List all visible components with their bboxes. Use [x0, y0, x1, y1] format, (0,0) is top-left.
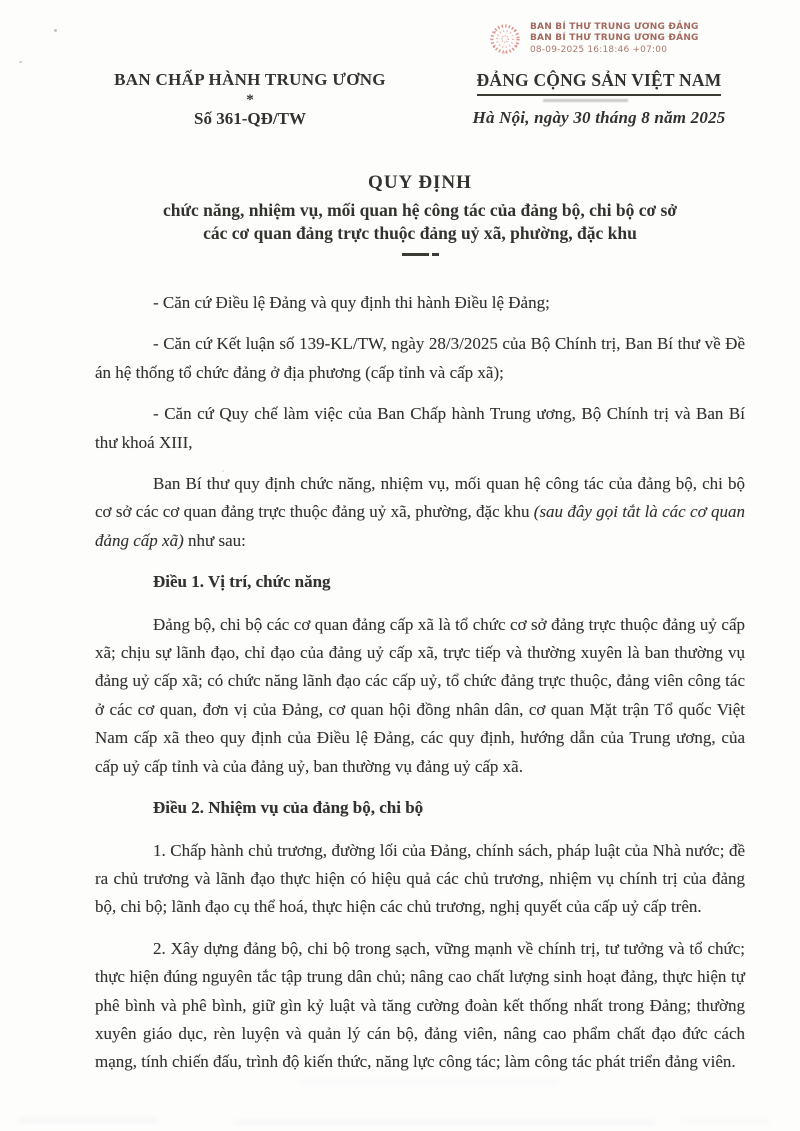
- digital-signature-stamp: [487, 20, 699, 58]
- document-body: [95, 172, 745, 1090]
- article-2-paragraph-1: 1. Chấp hành chủ trương, đường lối của Đảng, chính sách, pháp luật của Nhà nước; đề ra chủ trương và lãnh đạo thực hiện có hiệu quả các chủ trương, nhiệm vụ chính trị của đảng bộ, chi bộ; lãnh đạo cụ thể hoá, thực hiện các chủ trương, nghị quyết của cấp uỷ cấp trên.: [95, 840, 745, 917]
- document-subtitle-line1: chức năng, nhiệm vụ, mối quan hệ công tác của đảng bộ, chi bộ cơ sở: [162, 200, 678, 220]
- stamp-timestamp: 08-09-2025 16:18:46 +07:00: [530, 44, 668, 55]
- article-2-heading: Điều 2. Nhiệm vụ của đảng bộ, chi bộ: [153, 798, 424, 818]
- intro-text-italic: (sau đây gọi tắt là các cơ quan đảng cấp xã): [95, 502, 745, 550]
- title-divider: [95, 253, 745, 257]
- stamp-text-block: [530, 22, 699, 57]
- preamble-paragraph: - Căn cứ Điều lệ Đảng và quy định thi hành Điều lệ Đảng;: [153, 293, 550, 312]
- article-1-heading: Điều 1. Vị trí, chức năng: [153, 572, 331, 592]
- document-title: QUY ĐỊNH: [368, 172, 472, 193]
- separator-star: *: [246, 92, 254, 108]
- place-and-date: Hà Nội, ngày 30 tháng 8 năm 2025: [472, 108, 726, 127]
- issuing-body-block: [83, 70, 417, 129]
- party-name: ĐẢNG CỘNG SẢN VIỆT NAM: [477, 70, 722, 96]
- scan-bleedthrough: [680, 1119, 770, 1123]
- intro-text-2: như sau:: [183, 530, 246, 550]
- issuing-body-name: BAN CHẤP HÀNH TRUNG ƯƠNG: [114, 70, 386, 89]
- scan-speckle: [222, 470, 224, 472]
- scan-speckle: [54, 29, 57, 32]
- scan-bleedthrough: [300, 1080, 560, 1084]
- preamble-paragraph: - Căn cứ Quy chế làm việc của Ban Chấp hành Trung ương, Bộ Chính trị và Ban Bí thư khoá XIII,: [95, 404, 745, 452]
- article-2-paragraph-2: 2. Xây dựng đảng bộ, chi bộ trong sạch, vững mạnh về chính trị, tư tưởng và tổ chức; thực hiện đúng nguyên tắc tập trung dân chủ; nâng cao chất lượng sinh hoạt đảng, thực hiện tự phê bình và phê bình, giữ gìn kỷ luật và tăng cường đoàn kết thống nhất trong Đảng; thường xuyên giáo dục, rèn luyện và quản lý cán bộ, đảng viên, nâng cao phẩm chất đạo đức cách mạng, tính chiến đấu, trình độ kiến thức, năng lực công tác; làm công tác phát triển đảng viên.: [95, 938, 745, 1072]
- stamp-line-2: BAN BÍ THƯ TRUNG ƯƠNG ĐẢNG: [530, 33, 699, 44]
- article-1-paragraph: Đảng bộ, chi bộ các cơ quan đảng cấp xã là tổ chức cơ sở đảng trực thuộc đảng uỷ cấp xã; chịu sự lãnh đạo, chỉ đạo của đảng uỷ cấp xã, trực tiếp và thường xuyên là ban thường vụ đảng uỷ cấp xã; có chức năng lãnh đạo các cấp uỷ, tổ chức đảng trực thuộc, đảng viên công tác ở các cơ quan, đơn vị của Đảng, cơ quan hội đồng nhân dân, cơ quan Mặt trận Tổ quốc Việt Nam cấp xã theo quy định của Điều lệ Đảng, các quy định, hướng dẫn của Trung ương, của cấp uỷ cấp tỉnh và của đảng uỷ, ban thường vụ đảng uỷ cấp xã.: [95, 614, 745, 776]
- stamp-line-1: BAN BÍ THƯ TRUNG ƯƠNG ĐẢNG: [530, 21, 699, 32]
- document-subtitle-line2: các cơ quan đảng trực thuộc đảng uỷ xã, phường, đặc khu: [203, 223, 637, 243]
- party-header-block: [438, 70, 760, 128]
- scan-bleedthrough: [235, 1120, 655, 1125]
- party-seal-icon: [487, 20, 523, 58]
- intro-paragraph: [95, 470, 745, 555]
- preamble-paragraph: - Căn cứ Kết luận số 139-KL/TW, ngày 28/3/2025 của Bộ Chính trị, Ban Bí thư về Đề án hệ thống tổ chức đảng ở địa phương (cấp tỉnh và cấp xã);: [95, 334, 745, 382]
- scan-speckle: [19, 61, 22, 63]
- document-number: Số 361-QĐ/TW: [194, 109, 306, 128]
- scan-bleedthrough: [18, 1118, 158, 1123]
- scan-artifact-underline: [543, 99, 628, 102]
- intro-text-1: Ban Bí thư quy định chức năng, nhiệm vụ, mối quan hệ công tác của đảng bộ, chi bộ cơ sở các cơ quan đảng trực thuộc đảng uỷ xã, phường, đặc khu: [95, 474, 745, 522]
